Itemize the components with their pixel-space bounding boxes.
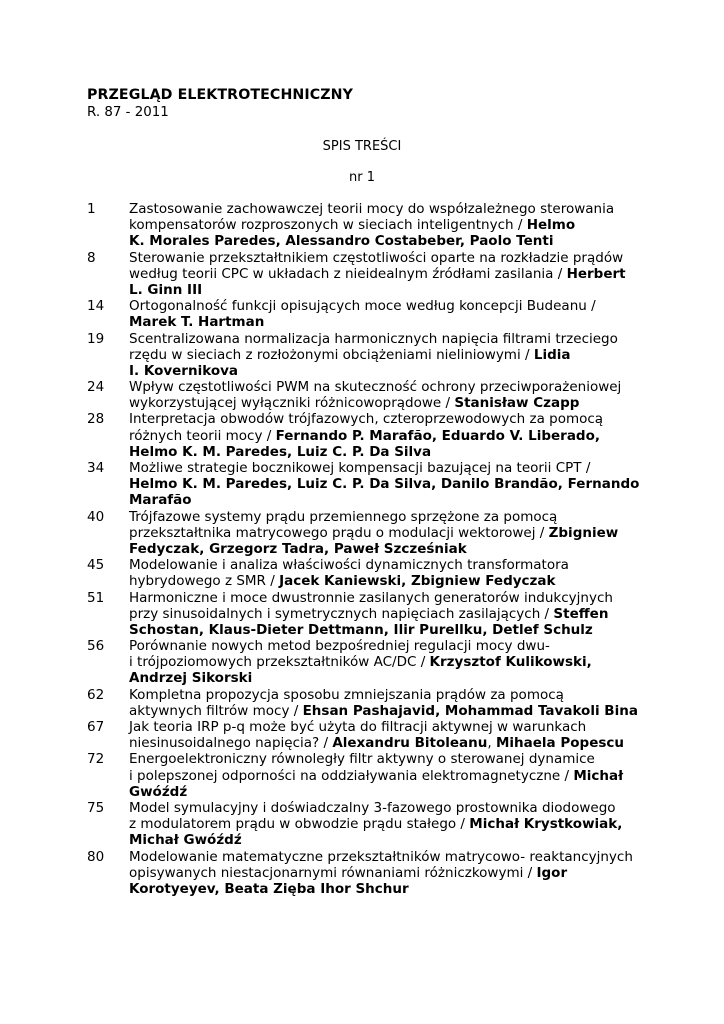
- entry-title: kompensatorów rozproszonych w sieciach inteligentnych /: [129, 217, 527, 234]
- toc-entry-line: [129, 331, 647, 347]
- entry-authors: Igor: [536, 864, 568, 881]
- toc-entry-line: [129, 687, 647, 703]
- toc-entry-line: [129, 557, 647, 573]
- entry-title: Możliwe strategie bocznikowej kompensacji bazującej na teorii CPT /: [129, 460, 591, 476]
- entry-title: Scentralizowana normalizacja harmonicznych napięcia filtrami trzeciego: [129, 330, 618, 347]
- toc-entry-line: [129, 314, 647, 330]
- toc-entry-line: [129, 201, 647, 217]
- entry-title: i polepszonej odporności na oddziaływania elektromagnetyczne /: [129, 767, 574, 784]
- entry-authors: Steffen: [553, 605, 609, 622]
- toc-entry-line: [129, 590, 647, 606]
- toc-entry-line: [129, 800, 647, 816]
- toc-entry-line: [129, 865, 647, 881]
- entry-title: Harmoniczne i moce dwustronnie zasilanych generatorów indukcyjnych: [129, 589, 613, 606]
- entry-authors: Andrzej Sikorski: [129, 670, 253, 687]
- toc-entry: [87, 250, 647, 299]
- entry-title: Zastosowanie zachowawczej teorii mocy do współzależnego sterowania: [129, 201, 615, 217]
- toc-entry-text: [129, 687, 647, 719]
- toc-heading: SPIS TREŚCI: [322, 139, 402, 154]
- toc-entry: [87, 800, 647, 849]
- toc-entry-line: [129, 217, 647, 233]
- entry-authors: Herbert: [566, 265, 626, 282]
- toc-entry: [87, 331, 647, 380]
- entry-authors: Mihaela Popescu: [495, 735, 624, 752]
- entry-authors: Michał Krystkowiak,: [469, 816, 623, 833]
- entry-authors: Helmo: [526, 217, 576, 234]
- entry-authors: Zbigniew: [548, 524, 619, 541]
- toc-entry-text: [129, 849, 647, 898]
- toc-entry-page-number: 51: [87, 589, 105, 606]
- toc-entry-page-number: 19: [87, 330, 105, 347]
- toc-entry-page-number: 67: [87, 719, 105, 735]
- entry-authors: Marafão: [129, 492, 192, 509]
- toc-entry-page-number: 24: [87, 379, 105, 396]
- toc-entry-page-number: 56: [87, 638, 105, 655]
- toc-entry-page-number: 34: [87, 460, 105, 476]
- entry-authors: Korotyeyev, Beata Zięba Ihor Shchur: [129, 880, 409, 897]
- toc-entry-line: [129, 476, 647, 492]
- toc-entry: [87, 590, 647, 639]
- toc-entry-line: [129, 444, 647, 460]
- entry-title: aktywnych filtrów mocy /: [129, 702, 303, 719]
- toc-entry-line: [129, 719, 647, 735]
- toc-entry: [87, 719, 647, 751]
- toc-entry-line: [129, 266, 647, 282]
- entry-title: Jak teoria IRP p-q może być użyta do filtracji aktywnej w warunkach: [129, 719, 587, 735]
- toc-entry-page-number: 14: [87, 298, 105, 315]
- toc-entry-page-number: 75: [87, 799, 105, 816]
- entry-authors: Helmo K. M. Paredes, Luiz C. P. Da Silva, Danilo Brandão, Fernando: [129, 476, 640, 493]
- toc-entry: [87, 687, 647, 719]
- entry-title: przy sinusoidalnych i symetrycznych napięciach zasilających /: [129, 605, 554, 622]
- entry-title: Trójfazowe systemy prądu przemiennego sprzężone za pomocą: [129, 508, 558, 525]
- entry-title: ,: [487, 735, 496, 752]
- entry-authors: Fernando P. Marafão, Eduardo V. Liberado,: [275, 427, 600, 444]
- toc-entry-text: [129, 800, 647, 849]
- entry-title: opisywanych niestacjonarnymi równaniami różniczkowymi /: [129, 864, 537, 881]
- toc-entry-line: [129, 379, 647, 395]
- entry-title: rzędu w sieciach z rozłożonymi obciążeniami nieliniowymi /: [129, 346, 534, 363]
- entry-title: i trójpoziomowych przekształtników AC/DC /: [129, 654, 430, 671]
- toc-entry-line: [129, 881, 647, 897]
- entry-title: hybrydowego z SMR /: [129, 573, 280, 590]
- entry-title: wykorzystującej wyłączniki różnicowoprądowe /: [129, 395, 455, 412]
- toc-entry: [87, 509, 647, 558]
- entry-authors: Lidia: [533, 346, 571, 363]
- toc-entry-text: [129, 411, 647, 460]
- entry-authors: Ehsan Pashajavid, Mohammad Tavakoli Bina: [302, 702, 638, 719]
- entry-authors: L. Ginn III: [129, 281, 203, 298]
- entry-title: różnych teorii mocy /: [129, 427, 276, 444]
- toc-entry: [87, 298, 647, 330]
- toc-entry: [87, 379, 647, 411]
- toc-entry: [87, 460, 647, 509]
- entry-authors: Krzysztof Kulikowski,: [429, 654, 592, 671]
- toc-entry-line: [129, 606, 647, 622]
- toc-entry-text: [129, 331, 647, 380]
- toc-entry-line: [129, 250, 647, 266]
- entry-authors: I. Kovernikova: [129, 362, 239, 379]
- toc-entry-line: [129, 751, 647, 767]
- toc-entry-line: [129, 735, 647, 751]
- toc-entry-line: [129, 395, 647, 411]
- toc-entry-line: [129, 363, 647, 379]
- entry-authors: Stanisław Czapp: [454, 395, 580, 412]
- toc-entry-page-number: 45: [87, 557, 105, 574]
- toc-entry-page-number: 72: [87, 751, 105, 768]
- toc-entry-line: [129, 654, 647, 670]
- toc-entry: [87, 201, 647, 250]
- toc-entry: [87, 751, 647, 800]
- entry-authors: Helmo K. M. Paredes, Luiz C. P. Da Silva: [129, 443, 432, 460]
- toc-entry-line: [129, 703, 647, 719]
- entry-title: niesinusoidalnego napięcia? /: [129, 735, 333, 752]
- toc-entry-page-number: 40: [87, 508, 105, 525]
- toc-entry-line: [129, 509, 647, 525]
- entry-authors: Fedyczak, Grzegorz Tadra, Paweł Szcześniak: [129, 540, 467, 557]
- toc-entry-page-number: 28: [87, 411, 105, 428]
- toc-entry-line: [129, 282, 647, 298]
- entry-authors: Schostan, Klaus-Dieter Dettmann, Ilir Purellku, Detlef Schulz: [129, 621, 593, 638]
- entry-title: Model symulacyjny i doświadczalny 3-fazowego prostownika diodowego: [129, 799, 616, 816]
- toc-entry-line: [129, 411, 647, 427]
- toc-entry-line: [129, 233, 647, 249]
- toc-entry: [87, 638, 647, 687]
- toc-entry-line: [129, 768, 647, 784]
- toc-entry-line: [129, 622, 647, 638]
- toc-entry-line: [129, 670, 647, 686]
- toc-entry-text: [129, 379, 647, 411]
- entry-title: Sterowanie przekształtnikiem częstotliwości oparte na rozkładzie prądów: [129, 249, 624, 266]
- toc-entry-line: [129, 638, 647, 654]
- toc-entry-line: [129, 428, 647, 444]
- toc-entry-text: [129, 509, 647, 558]
- toc-entry-text: [129, 201, 647, 250]
- journal-title: PRZEGLĄD ELEKTROTECHNICZNY: [87, 87, 354, 103]
- entry-title: Modelowanie matematyczne przekształtników matrycowo- reaktancyjnych: [129, 848, 633, 865]
- table-of-contents: [87, 201, 647, 897]
- toc-entry-page-number: 80: [87, 848, 105, 865]
- entry-authors: Jacek Kaniewski, Zbigniew Fedyczak: [279, 573, 556, 590]
- toc-entry-line: [129, 492, 647, 508]
- toc-entry-line: [129, 573, 647, 589]
- toc-entry-line: [129, 784, 647, 800]
- entry-title: Kompletna propozycja sposobu zmniejszania prądów za pomocą: [129, 686, 564, 703]
- entry-title: Energoelektroniczny równoległy filtr aktywny o sterowanej dynamice: [129, 751, 595, 768]
- toc-entry: [87, 411, 647, 460]
- toc-entry-line: [129, 460, 647, 476]
- toc-entry-line: [129, 849, 647, 865]
- entry-title: Wpływ częstotliwości PWM na skuteczność ochrony przeciwporażeniowej: [129, 379, 622, 396]
- entry-title: według teorii CPC w układach z nieidealnym źródłami zasilania /: [129, 265, 567, 282]
- entry-authors: Alexandru Bitoleanu: [332, 735, 488, 752]
- issue-number: nr 1: [349, 170, 375, 185]
- entry-authors: Marek T. Hartman: [129, 314, 265, 331]
- toc-entry-line: [129, 816, 647, 832]
- entry-title: Ortogonalność funkcji opisujących moce według koncepcji Budeanu /: [129, 298, 596, 315]
- toc-entry-line: [129, 541, 647, 557]
- toc-entry-page-number: 1: [87, 201, 96, 217]
- toc-entry-text: [129, 719, 647, 751]
- entry-authors: Michał: [573, 767, 624, 784]
- toc-entry-line: [129, 525, 647, 541]
- toc-entry-text: [129, 590, 647, 639]
- toc-entry: [87, 557, 647, 589]
- entry-title: przekształtnika matrycowego prądu o modulacji wektorowej /: [129, 524, 549, 541]
- toc-entry-text: [129, 751, 647, 800]
- toc-entry-line: [129, 832, 647, 848]
- entry-authors: K. Morales Paredes, Alessandro Costabeber, Paolo Tenti: [129, 233, 554, 250]
- toc-entry-line: [129, 347, 647, 363]
- entry-authors: Gwóźdź: [129, 783, 188, 800]
- journal-year: R. 87 - 2011: [87, 105, 169, 120]
- entry-title: Porównanie nowych metod bezpośredniej regulacji mocy dwu-: [129, 638, 550, 655]
- toc-entry-text: [129, 460, 647, 509]
- toc-entry-text: [129, 250, 647, 299]
- toc-entry-text: [129, 638, 647, 687]
- entry-title: Interpretacja obwodów trójfazowych, czteroprzewodowych za pomocą: [129, 411, 604, 428]
- toc-entry: [87, 849, 647, 898]
- toc-entry-page-number: 8: [87, 249, 96, 266]
- entry-title: z modulatorem prądu w obwodzie prądu stałego /: [129, 816, 470, 833]
- toc-entry-text: [129, 298, 647, 330]
- entry-authors: Michał Gwóźdź: [129, 832, 242, 849]
- entry-title: Modelowanie i analiza właściwości dynamicznych transformatora: [129, 557, 569, 574]
- toc-entry-line: [129, 298, 647, 314]
- toc-entry-page-number: 62: [87, 686, 105, 703]
- toc-entry-text: [129, 557, 647, 589]
